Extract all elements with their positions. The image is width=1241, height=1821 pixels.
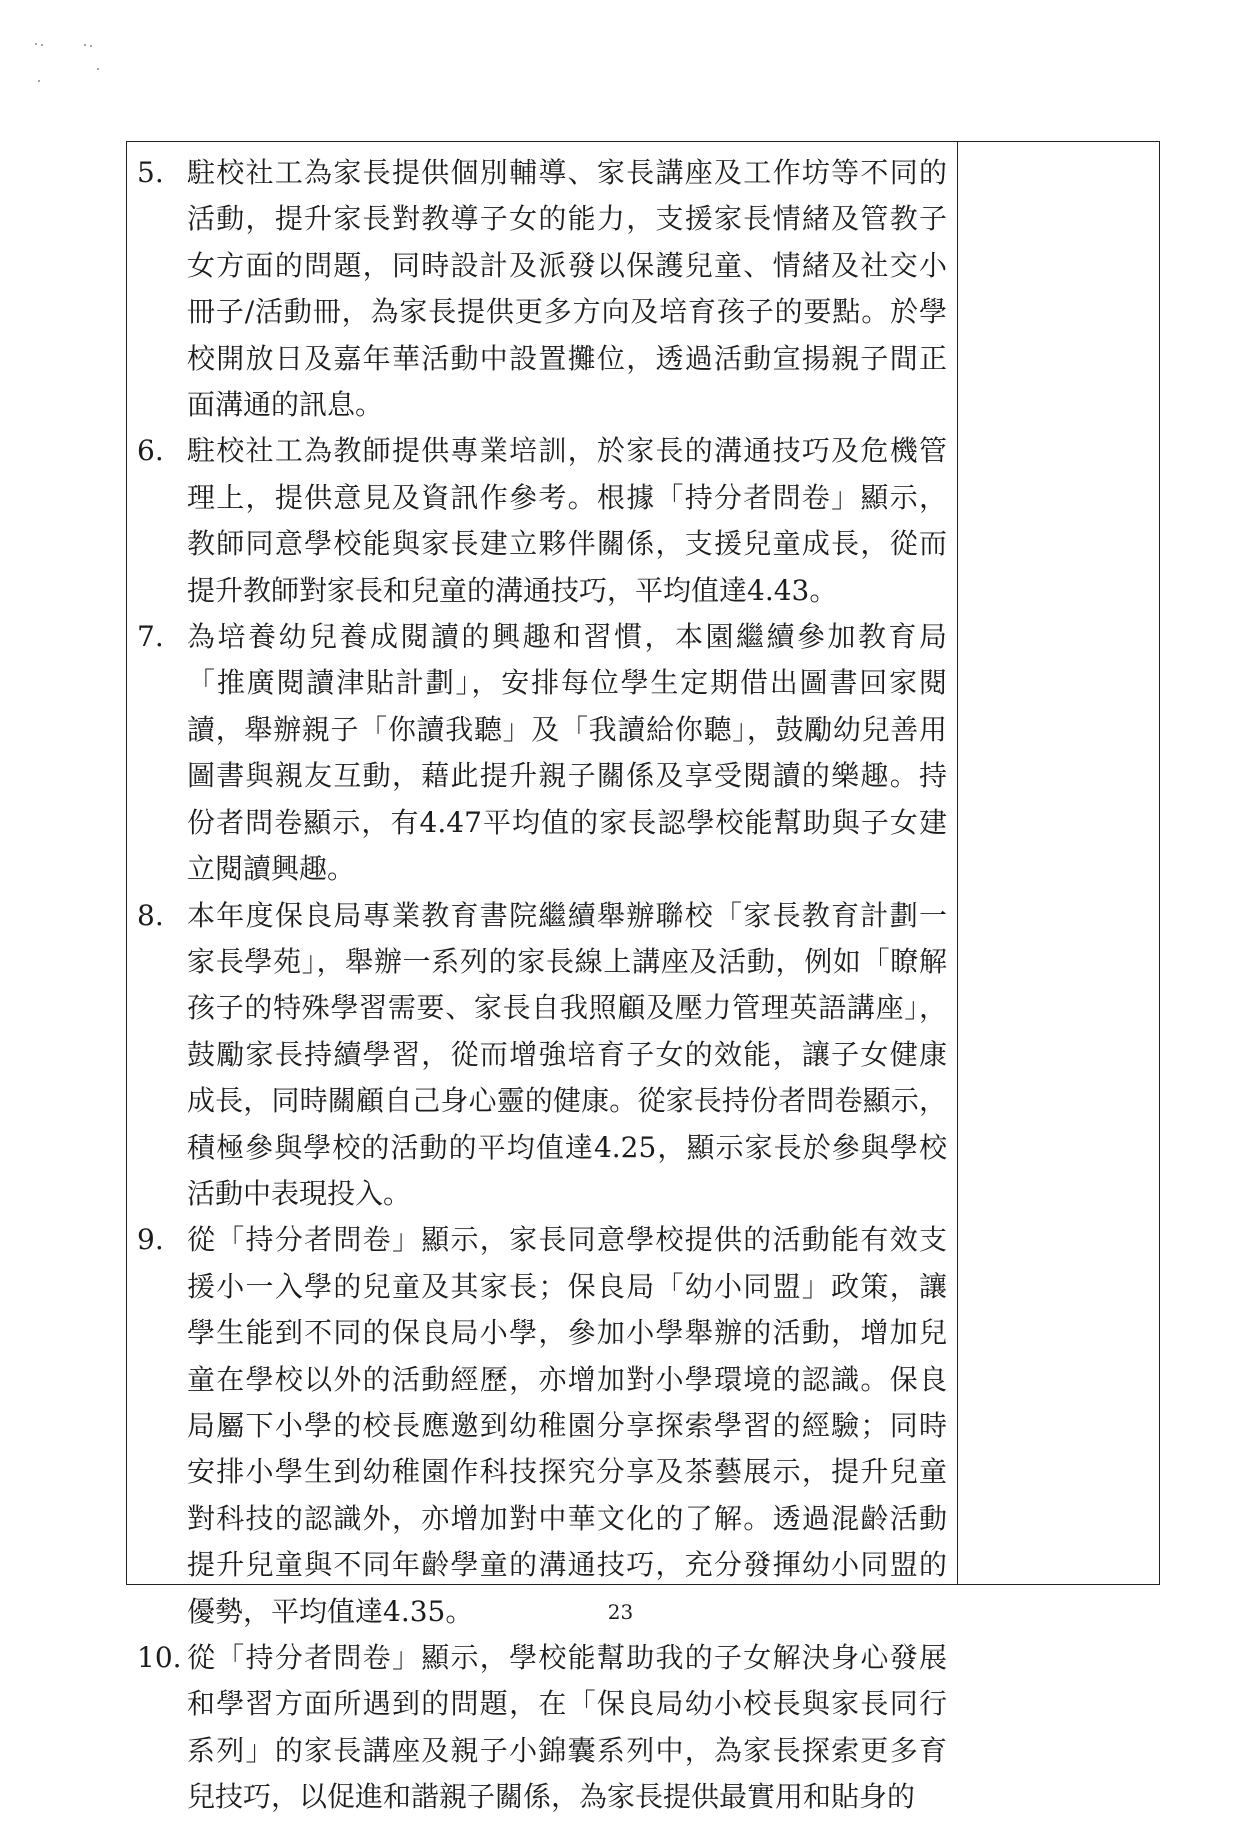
text-line: 面溝通的訊息。 <box>187 388 384 422</box>
text-line: 孩子的特殊學習需要、家長自我照顧及壓力管理英語講座」， <box>187 991 947 1025</box>
page-number: 23 <box>607 1600 634 1624</box>
item-number: 7. <box>137 620 164 654</box>
text-line: 安排小學生到幼稚園作科技探究分享及茶藝展示，提升兒童 <box>187 1455 947 1489</box>
list-item <box>127 428 957 614</box>
list-item <box>127 614 957 892</box>
item-text <box>187 614 957 892</box>
text-line: 鼓勵家長持續學習，從而增強培育子女的效能，讓子女健康 <box>187 1037 947 1071</box>
text-line: 本年度保良局專業教育書院繼續舉辦聯校「家長教育計劃一 <box>187 898 947 932</box>
text-line: 家長學苑」，舉辦一系列的家長線上講座及活動，例如「瞭解 <box>187 944 947 978</box>
item-number: 8. <box>137 898 164 932</box>
text-line: 理上，提供意見及資訊作參考。根據「持分者問卷」顯示， <box>187 480 947 514</box>
text-line: 提升兒童與不同年齡學童的溝通技巧，充分發揮幼小同盟的 <box>187 1548 947 1582</box>
text-line: 「推廣閱讀津貼計劃」，安排每位學生定期借出圖書回家閱 <box>187 666 947 700</box>
item-number: 10. <box>137 1641 182 1674</box>
text-line: 從「持分者問卷」顯示，家長同意學校提供的活動能有效支 <box>187 1223 947 1257</box>
text-line: 份者問卷顯示，有4.47平均值的家長認學校能幫助與子女建 <box>187 805 947 839</box>
text-line: 女方面的問題，同時設計及派發以保護兒童、情緒及社交小 <box>187 248 947 282</box>
item-number: 5. <box>137 156 164 189</box>
item-text <box>187 150 957 428</box>
text-line: 駐校社工為家長提供個別輔導、家長講座及工作坊等不同的 <box>187 156 947 189</box>
item-text <box>187 428 957 614</box>
text-line: 童在學校以外的活動經歷，亦增加對小學環境的認識。保良 <box>187 1362 947 1396</box>
list-item <box>127 150 957 428</box>
text-line: 讀，舉辦親子「你讀我聽」及「我讀給你聽」，鼓勵幼兒善用 <box>187 712 947 746</box>
text-line: 學生能到不同的保良局小學，參加小學舉辦的活動，增加兒 <box>187 1316 947 1350</box>
text-line: 校開放日及嘉年華活動中設置攤位，透過活動宣揚親子間正 <box>187 341 947 375</box>
item-text <box>187 893 957 1218</box>
item-text <box>187 1635 957 1821</box>
text-line: 兒技巧，以促進和諧親子關係，為家長提供最實用和貼身的 <box>187 1780 916 1814</box>
text-line: 圖書與親友互動，藉此提升親子關係及享受閱讀的樂趣。持 <box>187 759 947 793</box>
text-line: 駐校社工為教師提供專業培訓，於家長的溝通技巧及危機管 <box>187 434 947 468</box>
text-line: 教師同意學校能與家長建立夥伴關係，支援兒童成長，從而 <box>187 527 947 561</box>
text-line: 冊子/活動冊，為家長提供更多方向及培育孩子的要點。於學 <box>187 295 947 329</box>
text-line: 和學習方面所遇到的問題，在「保良局幼小校長與家長同行 <box>187 1687 947 1721</box>
list-item <box>127 893 957 1218</box>
text-line: 成長，同時關顧自己身心靈的健康。從家長持份者問卷顯示， <box>187 1084 947 1118</box>
text-line: 局屬下小學的校長應邀到幼稚園分享探索學習的經驗；同時 <box>187 1408 947 1442</box>
text-line: 提升教師對家長和兒童的溝通技巧，平均值達4.43。 <box>187 573 838 607</box>
item-number: 6. <box>137 434 164 468</box>
text-line: 優勢，平均值達4.35。 <box>187 1594 474 1628</box>
text-line: 從「持分者問卷」顯示，學校能幫助我的子女解決身心發展 <box>187 1641 947 1674</box>
text-line: 積極參與學校的活動的平均值達4.25，顯示家長於參與學校 <box>187 1130 947 1164</box>
item-text <box>187 1217 957 1635</box>
text-line: 活動，提升家長對教導子女的能力，支援家長情緒及管教子 <box>187 202 947 236</box>
text-line: 活動中表現投入。 <box>187 1176 412 1210</box>
text-line: 援小一入學的兒童及其家長；保良局「幼小同盟」政策，讓 <box>187 1269 947 1303</box>
list-item <box>127 1217 957 1635</box>
text-line: 立閱讀興趣。 <box>187 852 356 886</box>
item-number: 9. <box>137 1223 164 1257</box>
text-line: 系列」的家長講座及親子小錦囊系列中，為家長探索更多育 <box>187 1733 947 1767</box>
remarks-column <box>958 142 1159 1584</box>
text-line: 對科技的認識外，亦增加對中華文化的了解。透過混齡活動 <box>187 1501 947 1535</box>
text-line: 為培養幼兒養成閱讀的興趣和習慣，本園繼續參加教育局 <box>187 620 947 654</box>
list-item <box>127 1635 957 1821</box>
